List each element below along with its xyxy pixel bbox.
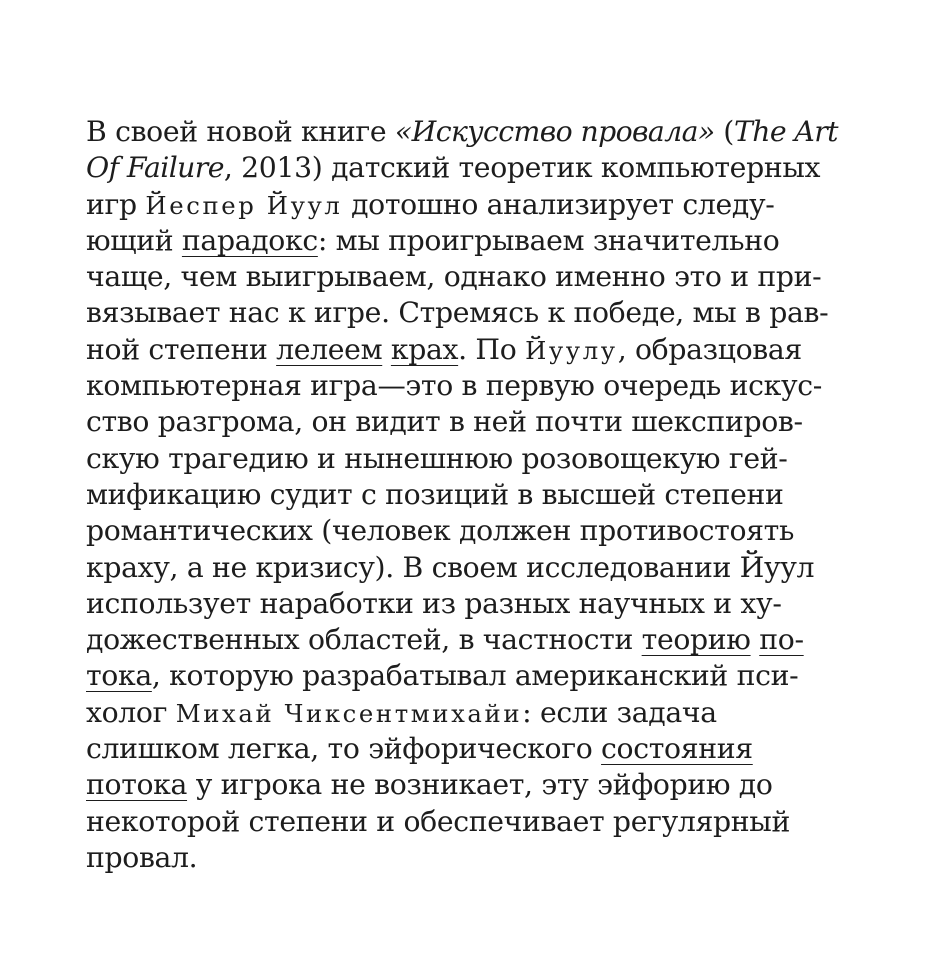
term-link[interactable]: крах bbox=[390, 332, 459, 366]
text-run: , образцовая bbox=[617, 332, 802, 366]
text-line bbox=[86, 513, 866, 549]
text-run: ющий bbox=[86, 223, 182, 257]
text-line bbox=[86, 114, 866, 150]
text-line bbox=[86, 332, 866, 368]
text-line bbox=[86, 368, 866, 404]
text-line bbox=[86, 658, 866, 694]
text-run: провал. bbox=[86, 840, 198, 874]
text-run: ство разгрома, он видит в ней почти шекспиров- bbox=[86, 405, 803, 439]
text-run: вязывает нас к игре. Стремясь к победе, мы в рав- bbox=[86, 296, 829, 330]
text-run: игр bbox=[86, 187, 146, 221]
text-run: скую трагедию и нынешнюю розовощекую гей- bbox=[86, 441, 788, 475]
italic-title: Of Failure bbox=[86, 151, 224, 185]
person-name: Йеспер Йуул bbox=[145, 190, 343, 220]
text-run bbox=[382, 333, 391, 366]
text-line bbox=[86, 767, 866, 803]
text-run: , которую разрабатывал американский пси- bbox=[151, 659, 799, 693]
text-line bbox=[86, 223, 866, 259]
term-link[interactable]: тока bbox=[86, 659, 152, 693]
text-run: у игрока не возникает, эту эйфорию до bbox=[187, 768, 773, 802]
text-line bbox=[86, 622, 866, 658]
term-link[interactable]: по- bbox=[759, 623, 804, 657]
term-link[interactable]: лелеем bbox=[276, 332, 383, 366]
text-run: ной степени bbox=[86, 332, 277, 366]
text-line bbox=[86, 804, 866, 840]
text-run: мификацию судит с позиций в высшей степени bbox=[86, 477, 784, 511]
text-run: краху, а не кризису). В своем исследовании Йуул bbox=[86, 550, 815, 584]
text-run: чаще, чем выигрываем, однако именно это и при- bbox=[86, 260, 822, 294]
text-run: компьютерная игра—это в первую очередь искус- bbox=[86, 369, 822, 403]
text-run: слишком легка, то эйфорического bbox=[86, 732, 602, 766]
article-paragraph bbox=[86, 114, 866, 876]
text-line bbox=[86, 441, 866, 477]
text-line bbox=[86, 840, 866, 876]
text-line bbox=[86, 295, 866, 331]
text-run: ( bbox=[714, 115, 734, 148]
term-link[interactable]: потока bbox=[86, 768, 188, 802]
person-name: Йуулу bbox=[525, 335, 618, 365]
text-run: : если задача bbox=[522, 695, 717, 729]
text-run: . По bbox=[458, 332, 526, 366]
text-run: дотошно анализирует следу- bbox=[342, 187, 775, 221]
text-line bbox=[86, 695, 866, 731]
term-link[interactable]: парадокс bbox=[181, 223, 318, 257]
text-run: , 2013) датский теоретик компьютерных bbox=[223, 151, 821, 185]
text-run: романтических (человек должен противостоять bbox=[86, 514, 795, 548]
text-run: некоторой степени и обеспечивает регулярный bbox=[86, 804, 790, 838]
text-run: : мы проигрываем значительно bbox=[317, 223, 780, 257]
text-line bbox=[86, 187, 866, 223]
term-link[interactable]: теорию bbox=[641, 623, 751, 657]
text-line bbox=[86, 550, 866, 586]
text-run: использует наработки из разных научных и ху- bbox=[86, 586, 782, 620]
text-line bbox=[86, 404, 866, 440]
italic-title: «Искусство провала» bbox=[394, 115, 715, 148]
text-line bbox=[86, 731, 866, 767]
text-line bbox=[86, 259, 866, 295]
term-link[interactable]: состояния bbox=[601, 732, 753, 766]
text-run bbox=[751, 623, 760, 656]
person-name: Михай Чиксентмихайи bbox=[175, 698, 523, 728]
text-run: В своей новой книге bbox=[86, 115, 395, 148]
italic-title: The Art bbox=[733, 115, 838, 148]
text-line bbox=[86, 150, 866, 186]
text-line bbox=[86, 586, 866, 622]
text-run: дожественных областей, в частности bbox=[86, 623, 642, 657]
text-run: холог bbox=[86, 695, 176, 729]
text-line bbox=[86, 477, 866, 513]
